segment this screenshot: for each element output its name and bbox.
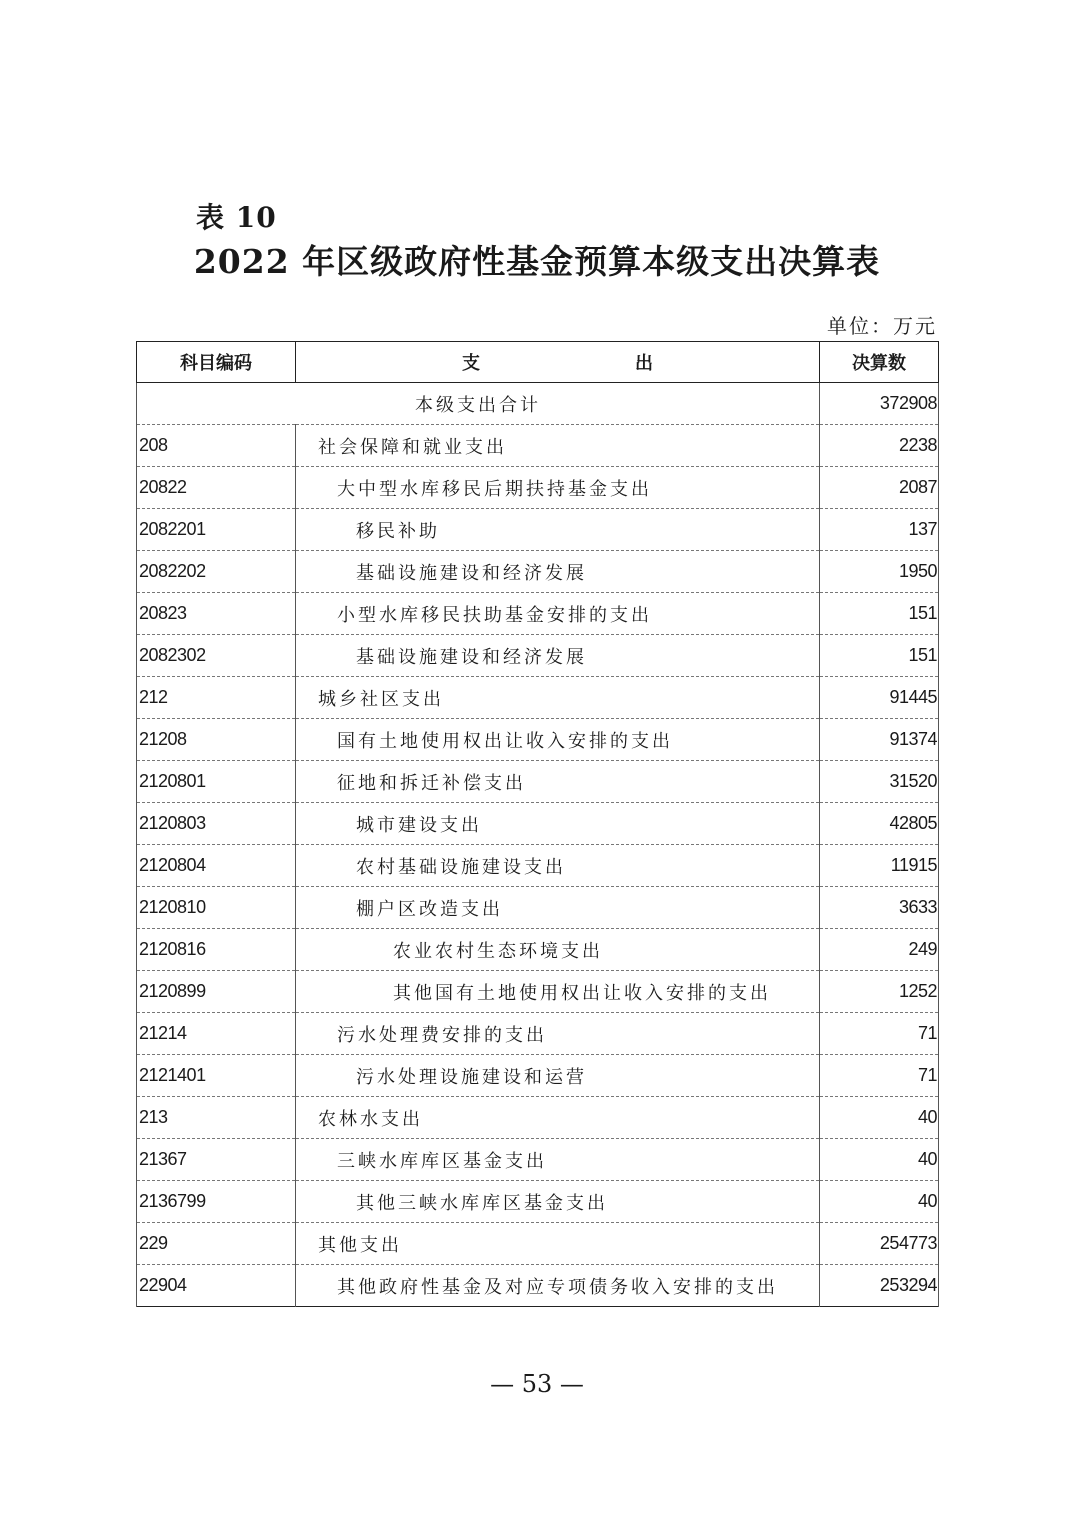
row-code: 2120816 (137, 929, 296, 971)
row-name: 城乡社区支出 (296, 677, 820, 719)
table-row (137, 593, 939, 635)
row-amount: 31520 (820, 761, 939, 803)
row-amount: 151 (820, 593, 939, 635)
expenditure-table (136, 341, 939, 1307)
row-name: 小型水库移民扶助基金安排的支出 (296, 593, 820, 635)
row-name: 其他国有土地使用权出让收入安排的支出 (296, 971, 820, 1013)
row-name: 基础设施建设和经济发展 (296, 551, 820, 593)
column-header-amount: 决算数 (820, 342, 939, 383)
row-code: 2136799 (137, 1181, 296, 1223)
row-amount: 71 (820, 1055, 939, 1097)
row-code: 229 (137, 1223, 296, 1265)
row-code: 21208 (137, 719, 296, 761)
row-name: 棚户区改造支出 (296, 887, 820, 929)
row-amount: 91374 (820, 719, 939, 761)
row-code: 2120803 (137, 803, 296, 845)
table-row (137, 1223, 939, 1265)
document-title: 2022 年区级政府性基金预算本级支出决算表 (193, 242, 881, 281)
table-row (137, 1181, 939, 1223)
row-code: 2120801 (137, 761, 296, 803)
table-row (137, 425, 939, 467)
row-name: 社会保障和就业支出 (296, 425, 820, 467)
row-code: 2082302 (137, 635, 296, 677)
row-code: 21367 (137, 1139, 296, 1181)
table-row (137, 887, 939, 929)
table-row (137, 761, 939, 803)
row-amount: 1252 (820, 971, 939, 1013)
row-code: 2120899 (137, 971, 296, 1013)
column-header-name (296, 342, 820, 383)
row-name: 其他政府性基金及对应专项债务收入安排的支出 (296, 1265, 820, 1307)
total-label: 本级支出合计 (137, 383, 820, 425)
row-amount: 2238 (820, 425, 939, 467)
row-amount: 91445 (820, 677, 939, 719)
table-row (137, 971, 939, 1013)
row-amount: 11915 (820, 845, 939, 887)
total-amount: 372908 (820, 383, 939, 425)
row-name: 三峡水库库区基金支出 (296, 1139, 820, 1181)
column-header-name-right: 出 (635, 353, 653, 374)
table-row (137, 509, 939, 551)
row-name: 其他三峡水库库区基金支出 (296, 1181, 820, 1223)
row-name: 国有土地使用权出让收入安排的支出 (296, 719, 820, 761)
row-name: 污水处理设施建设和运营 (296, 1055, 820, 1097)
row-name: 大中型水库移民后期扶持基金支出 (296, 467, 820, 509)
table-row (137, 635, 939, 677)
table-row (137, 467, 939, 509)
row-name: 基础设施建设和经济发展 (296, 635, 820, 677)
row-amount: 71 (820, 1013, 939, 1055)
table-row (137, 677, 939, 719)
row-code: 2121401 (137, 1055, 296, 1097)
table-row (137, 719, 939, 761)
table-row (137, 845, 939, 887)
row-name: 污水处理费安排的支出 (296, 1013, 820, 1055)
row-code: 2082201 (137, 509, 296, 551)
row-code: 208 (137, 425, 296, 467)
total-row (137, 383, 939, 425)
row-amount: 2087 (820, 467, 939, 509)
row-code: 2120804 (137, 845, 296, 887)
row-code: 22904 (137, 1265, 296, 1307)
row-code: 20822 (137, 467, 296, 509)
table-number-label: 表 10 (196, 201, 277, 234)
row-name: 农业农村生态环境支出 (296, 929, 820, 971)
table-header-row (137, 342, 939, 383)
table-row (137, 803, 939, 845)
row-name: 农林水支出 (296, 1097, 820, 1139)
row-amount: 253294 (820, 1265, 939, 1307)
row-amount: 42805 (820, 803, 939, 845)
row-name: 移民补助 (296, 509, 820, 551)
unit-label: 单位：万元 (827, 314, 937, 338)
row-code: 212 (137, 677, 296, 719)
row-code: 2082202 (137, 551, 296, 593)
row-code: 20823 (137, 593, 296, 635)
row-amount: 3633 (820, 887, 939, 929)
column-header-name-left: 支 (462, 353, 480, 374)
row-name: 其他支出 (296, 1223, 820, 1265)
table-row (137, 551, 939, 593)
table-row (137, 929, 939, 971)
row-code: 213 (137, 1097, 296, 1139)
table-row (137, 1097, 939, 1139)
row-name: 城市建设支出 (296, 803, 820, 845)
row-code: 2120810 (137, 887, 296, 929)
row-amount: 40 (820, 1097, 939, 1139)
row-amount: 1950 (820, 551, 939, 593)
row-amount: 40 (820, 1139, 939, 1181)
row-name: 农村基础设施建设支出 (296, 845, 820, 887)
table-row (137, 1139, 939, 1181)
row-code: 21214 (137, 1013, 296, 1055)
table-row (137, 1265, 939, 1307)
table-row (137, 1055, 939, 1097)
row-amount: 40 (820, 1181, 939, 1223)
row-name: 征地和拆迁补偿支出 (296, 761, 820, 803)
row-amount: 249 (820, 929, 939, 971)
row-amount: 151 (820, 635, 939, 677)
column-header-code: 科目编码 (137, 342, 296, 383)
row-amount: 254773 (820, 1223, 939, 1265)
table-row (137, 1013, 939, 1055)
page-number: — 53 — (490, 1370, 584, 1398)
row-amount: 137 (820, 509, 939, 551)
